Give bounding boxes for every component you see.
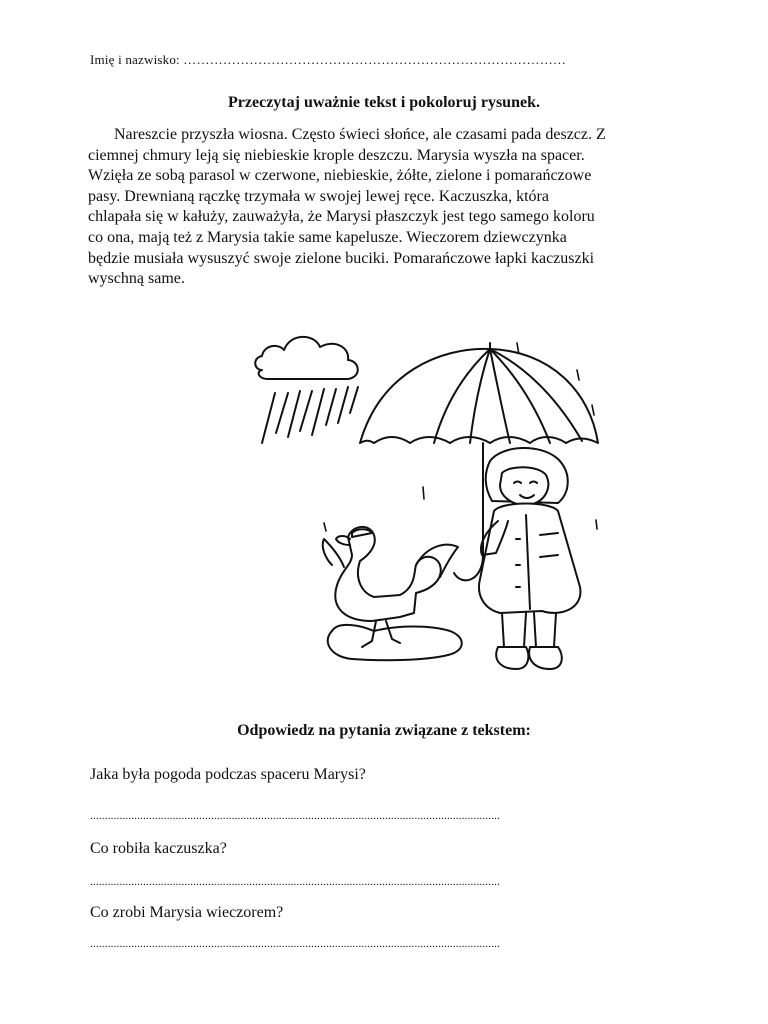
answer-line-1: ........................................................................................................................................... (90, 810, 501, 822)
answer-line-2: ........................................................................................................................................... (90, 876, 501, 888)
story-line: chlapała się w kałuży, zauważyła, że Marysi płaszczyk jest tego samego koloru (88, 208, 595, 226)
story-line: pasy. Drewnianą rączkę trzymała w swojej lewej ręce. Kaczuszka, która (88, 187, 549, 205)
story-line: co ona, mają też z Marysia takie same kapelusze. Wieczorem dziewczynka (88, 228, 567, 246)
question-2-text: Co robiła kaczuszka? (90, 840, 227, 857)
story-line: będzie musiała wysuszyć swoje zielone buciki. Pomarańczowe łapki kaczuszki (88, 249, 595, 267)
name-field-line: Imię i nazwisko: …………………………………………………………………………… (90, 52, 567, 67)
question-3-text: Co zrobi Marysia wieczorem? (90, 904, 284, 921)
story-paragraph (88, 125, 678, 290)
rain-cloud-icon (255, 337, 358, 443)
duck-figure-icon (323, 527, 462, 660)
coloring-picture (240, 325, 610, 695)
question-1-text: Jaka była pogoda podczas spaceru Marysi? (90, 766, 366, 783)
questions-title: Odpowiedz na pytania związane z tekstem: (237, 722, 531, 739)
story-line: Nareszcie przyszła wiosna. Często świeci słońce, ale czasami pada deszcz. Z (114, 126, 606, 143)
girl-figure-icon (479, 448, 580, 669)
story-line: ciemnej chmury leją się niebieskie krople deszczu. Marysia wyszła na spacer. (88, 146, 585, 164)
page-title: Przeczytaj uważnie tekst i pokoloruj rysunek. (228, 94, 540, 111)
story-line: Wzięła ze sobą parasol w czerwone, niebieskie, żółte, zielone i pomarańczowe (88, 167, 592, 185)
story-line: wyschną same. (88, 270, 185, 288)
answer-line-3: ........................................................................................................................................... (90, 938, 501, 950)
